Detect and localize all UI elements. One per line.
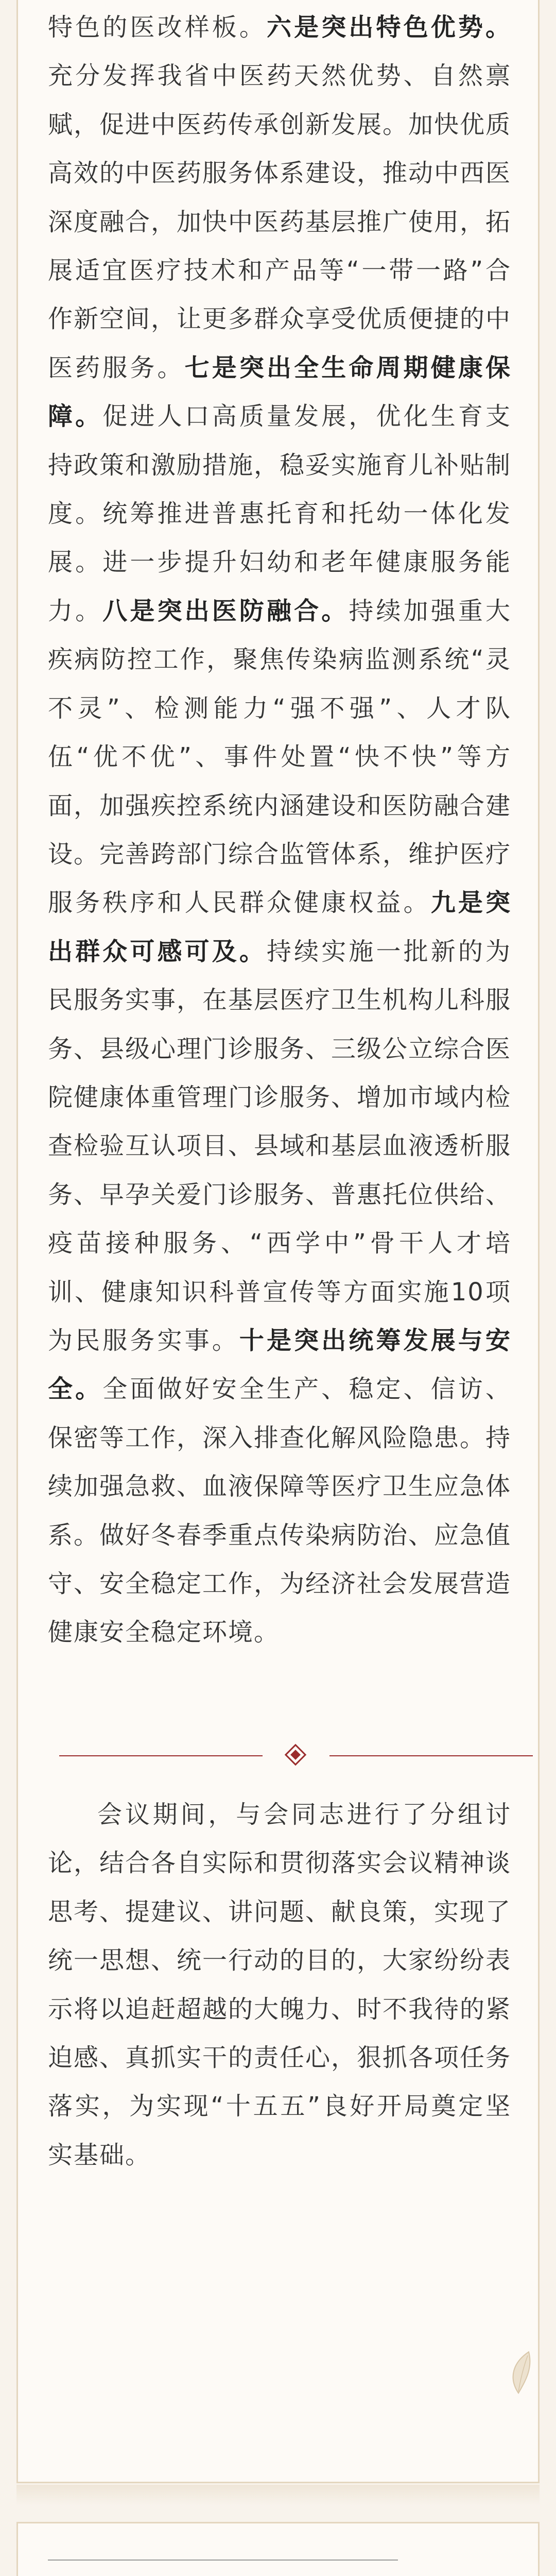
article-card-bottom [16, 2522, 540, 2576]
article-body-part2 [48, 1790, 511, 2179]
emphasis-heading: 九是突出群众可感可及。 [48, 888, 511, 966]
article-paragraph-1 [48, 3, 511, 1657]
emphasis-heading: 七是突出全生命周期健康保障。 [48, 353, 511, 431]
article-card-top [16, 0, 540, 2483]
card-gap [16, 2485, 540, 2505]
emphasis-heading: 六是突出特色优势。 [267, 13, 511, 42]
emphasis-heading: 十是突出统筹发展与安全。 [48, 1326, 511, 1404]
section-divider [59, 1743, 533, 1769]
body-text-run: 促进人口高质量发展，优化生育支持政策和激励措施，稳妥实施育儿补贴制度。统筹推进普惠托育和托幼一体化发展。进一步提升妇幼和老年健康服务能力。 [48, 402, 512, 625]
divider-line-left [59, 1755, 263, 1756]
body-text-run: 持续实施一批新的为民服务实事，在基层医疗卫生机构儿科服务、县级心理门诊服务、三级公立综合医院健康体重管理门诊服务、增加市域内检查检验互认项目、县域和基层血液透析服务、早孕关爱门诊服务、普惠托位供给、疫苗接种服务、“西学中”骨干人才培训、健康知识科普宣传等方面实施10项为民服务实事。 [48, 937, 512, 1355]
emphasis-heading: 八是突出医防融合。 [102, 596, 349, 625]
article-body-part1 [48, 3, 511, 1657]
body-text-run: 特色的医改样板。 [48, 13, 267, 42]
body-text-run: 全面做好安全生产、稳定、信访、保密等工作，深入排查化解风险隐患。持续加强急救、血液保障等医疗卫生应急体系。做好冬春季重点传染病防治、应急值守、安全稳定工作，为经济社会发展营造健康安全稳定环境。 [48, 1375, 512, 1647]
separator-rule [48, 2560, 398, 2561]
body-text-run: 持续加强重大疾病防控工作，聚焦传染病监测系统“灵不灵”、检测能力“强不强”、人才队伍“优不优”、事件处置“快不快”等方面，加强疾控系统内涵建设和医防融合建设。完善跨部门综合监管体系，维护医疗服务秩序和人民群众健康权益。 [48, 596, 512, 918]
article-paragraph-2: 会议期间，与会同志进行了分组讨论，结合各自实际和贯彻落实会议精神谈思考、提建议、讲问题、献良策，实现了统一思想、统一行动的目的，大家纷纷表示将以追赶超越的大魄力、时不我待的紧迫感、真抓实干的责任心，狠抓各项任务落实，为实现“十五五”良好开局奠定坚实基础。 [48, 1800, 512, 2170]
divider-line-right [329, 1755, 533, 1756]
body-text-run: 充分发挥我省中医药天然优势、自然禀赋，促进中医药传承创新发展。加快优质高效的中医药服务体系建设，推动中西医深度融合，加快中医药基层推广使用，拓展适宜医疗技术和产品等“一带一路”合作新空间，让更多群众享受优质便捷的中医药服务。 [48, 61, 512, 382]
magnolia-leaf-icon [503, 2349, 534, 2396]
